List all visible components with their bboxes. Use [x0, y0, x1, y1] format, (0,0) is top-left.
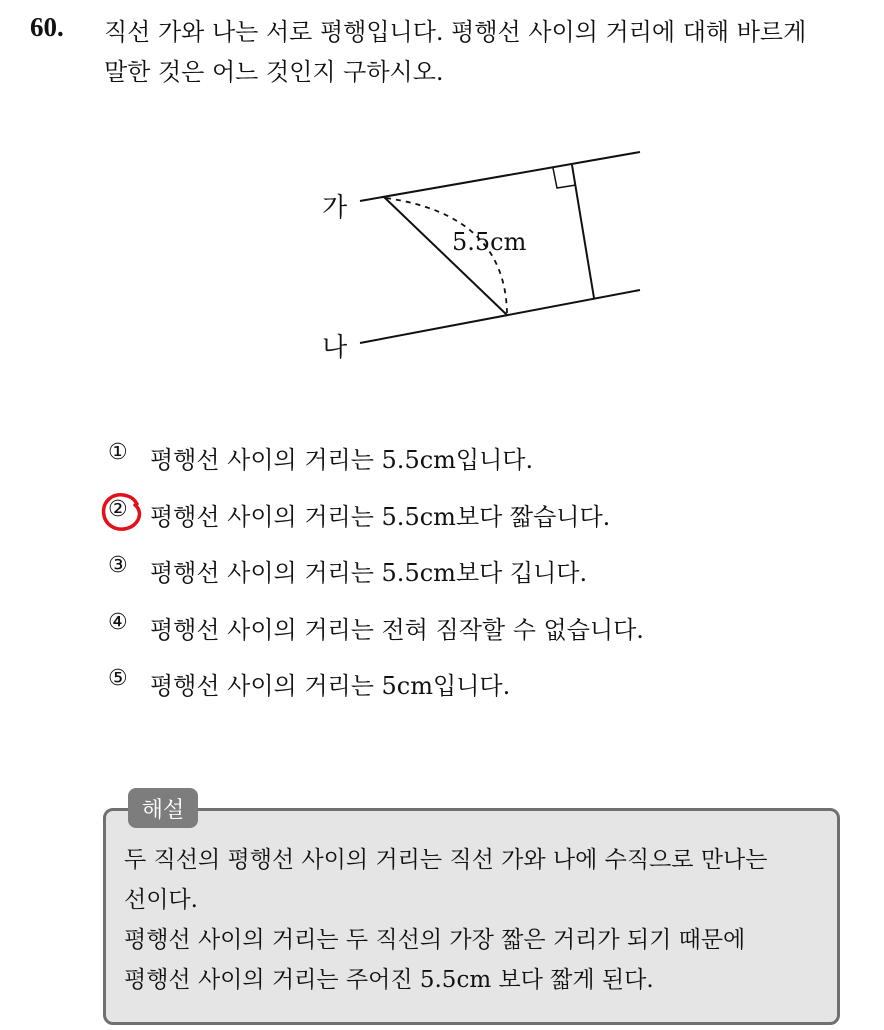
choice-1[interactable]: [108, 440, 644, 497]
choice-list: [108, 440, 644, 723]
choice-4[interactable]: [108, 610, 644, 667]
choice-number: ③: [108, 553, 128, 578]
question-text: [104, 12, 874, 92]
choice-number: ①: [108, 440, 128, 465]
line-na: [360, 290, 640, 343]
solution-line: 평행선 사이의 거리는 두 직선의 가장 짧은 거리가 되기 때문에: [124, 927, 746, 953]
question-number: 60.: [30, 12, 64, 42]
choice-number: ⑤: [108, 666, 128, 691]
choice-number: ④: [108, 609, 128, 635]
parallel-lines-figure: [300, 130, 660, 370]
solution-text: [124, 840, 829, 1000]
solution-tag: 해설: [128, 788, 198, 828]
choice-2[interactable]: [108, 497, 644, 554]
choice-text: 평행선 사이의 거리는 전혀 짐작할 수 없습니다.: [150, 615, 644, 644]
measure-label: 5.5cm: [452, 228, 527, 256]
choice-number: ②: [108, 496, 128, 522]
choice-text: 평행선 사이의 거리는 5cm입니다.: [150, 672, 511, 700]
label-na: 나: [322, 333, 348, 363]
choice-text: 평행선 사이의 거리는 5.5cm입니다.: [150, 446, 534, 474]
choice-5[interactable]: [108, 666, 644, 723]
solution-line: 두 직선의 평행선 사이의 거리는 직선 가와 나에 수직으로 만나는: [124, 847, 768, 873]
choice-text: 평행선 사이의 거리는 5.5cm보다 깁니다.: [150, 559, 588, 587]
solution-line: 선이다.: [124, 887, 198, 913]
label-ga: 가: [322, 193, 348, 223]
choice-3[interactable]: [108, 553, 644, 610]
choice-text: 평행선 사이의 거리는 5.5cm보다 짧습니다.: [150, 502, 611, 531]
solution-line: 평행선 사이의 거리는 주어진 5.5cm 보다 짧게 된다.: [124, 967, 654, 993]
question-line: 말한 것은 어느 것인지 구하시오.: [104, 58, 444, 86]
line-ga: [360, 152, 640, 201]
question-line: 직선 가와 나는 서로 평행입니다. 평행선 사이의 거리에 대해 바르게: [104, 18, 807, 46]
